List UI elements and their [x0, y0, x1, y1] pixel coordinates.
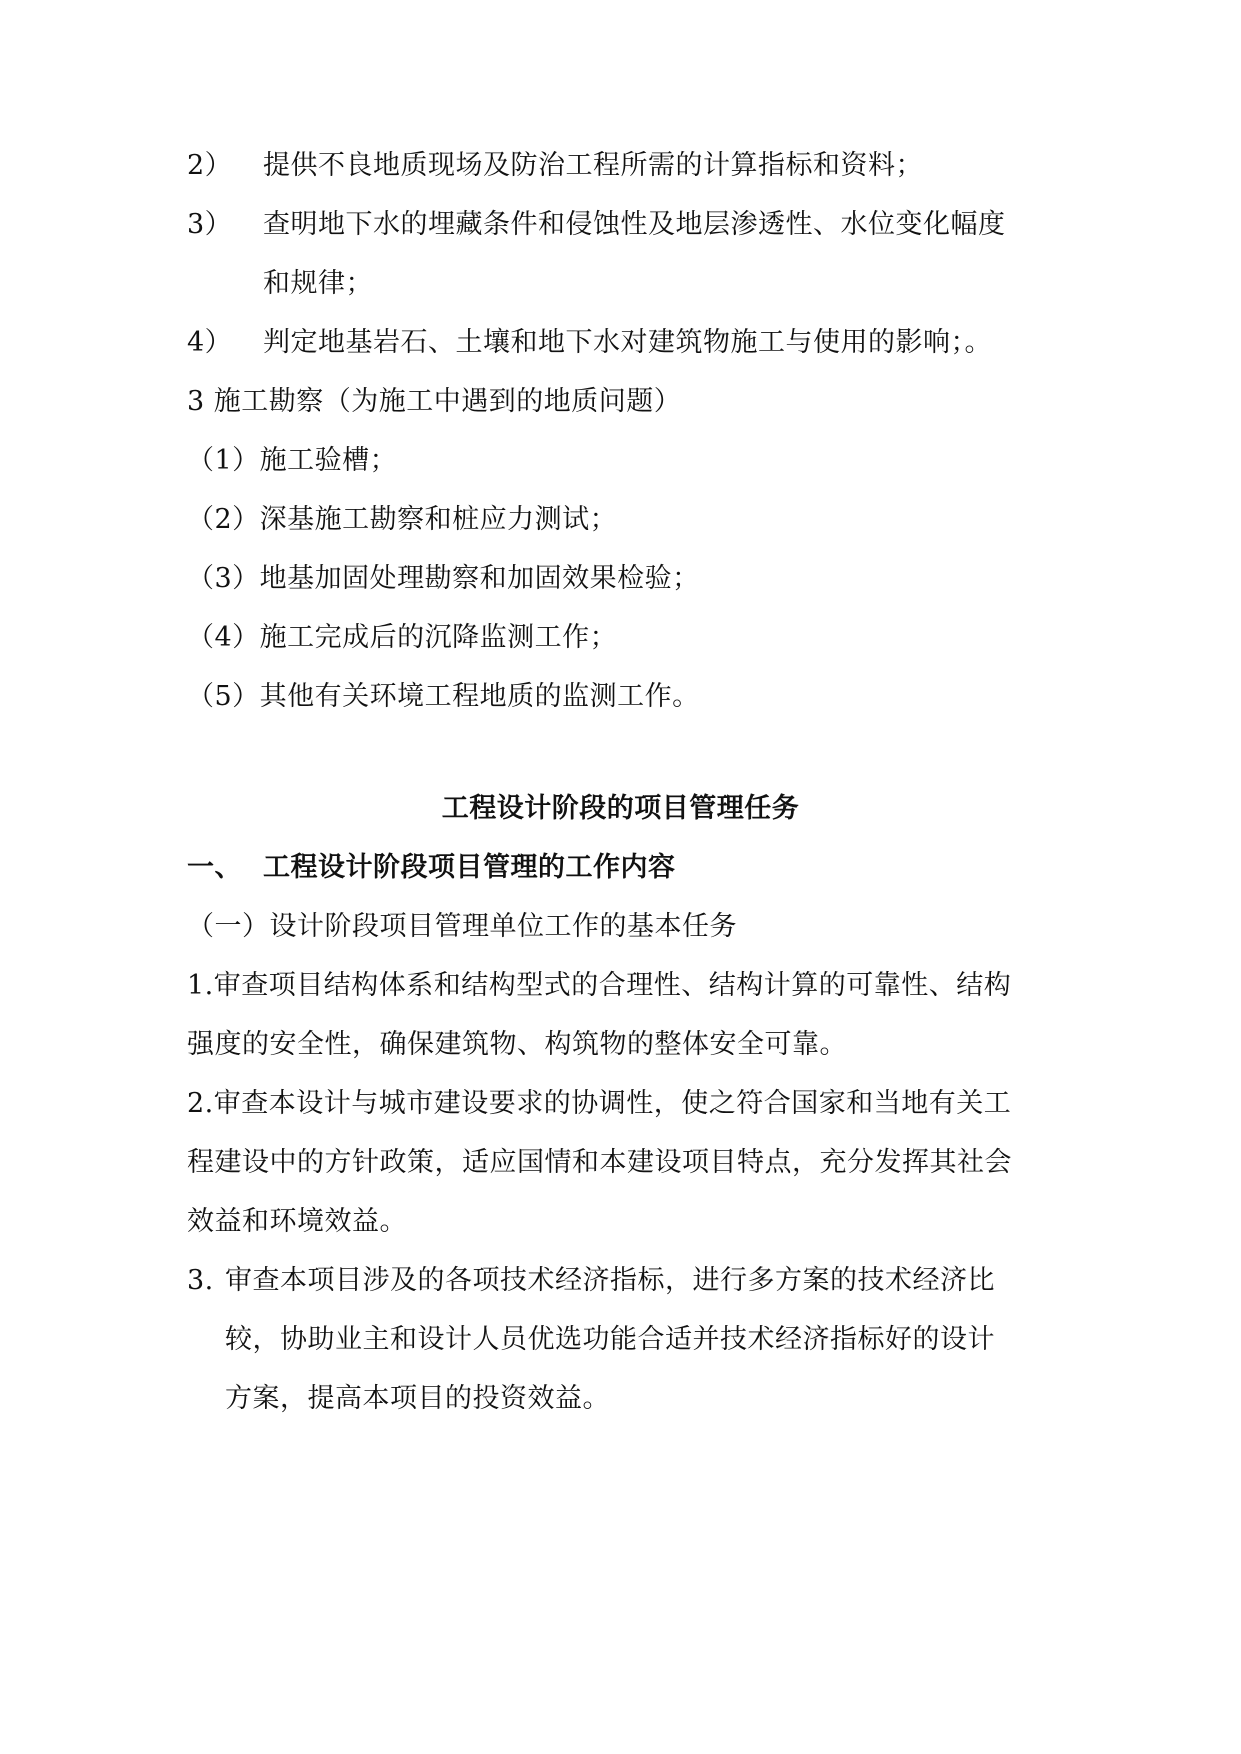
list-item-text: 提供不良地质现场及防治工程所需的计算指标和资料； — [263, 150, 923, 181]
list-item-number: 3） — [187, 209, 233, 240]
list-item: （4）施工完成后的沉降监测工作； — [187, 622, 618, 653]
section-number: 一、 — [187, 852, 242, 883]
list-item: （3）地基加固处理勘察和加固效果检验； — [187, 563, 700, 594]
page-title: 工程设计阶段的项目管理任务 — [441, 793, 800, 824]
list-item-number: 2） — [187, 150, 233, 181]
list-item-continuation: 和规律； — [263, 268, 373, 299]
paragraph-line: 较，协助业主和设计人员优选功能合适并技术经济指标好的设计 — [225, 1324, 995, 1355]
section-heading: 3 施工勘察（为施工中遇到的地质问题） — [187, 386, 682, 417]
list-item: （2）深基施工勘察和桩应力测试； — [187, 504, 618, 535]
list-item-text: 判定地基岩石、土壤和地下水对建筑物施工与使用的影响；。 — [263, 327, 992, 358]
paragraph-line: 强度的安全性，确保建筑物、构筑物的整体安全可靠。 — [187, 1029, 847, 1060]
section-title: 工程设计阶段项目管理的工作内容 — [263, 852, 676, 883]
paragraph-line: 1.审查项目结构体系和结构型式的合理性、结构计算的可靠性、结构 — [187, 970, 1012, 1001]
paragraph-line: 效益和环境效益。 — [187, 1206, 407, 1237]
paragraph-line: 审查本项目涉及的各项技术经济指标，进行多方案的技术经济比 — [225, 1265, 995, 1296]
paragraph-number: 3. — [187, 1265, 214, 1296]
paragraph-line: 方案，提高本项目的投资效益。 — [225, 1383, 610, 1414]
list-item-number: 4） — [187, 327, 233, 358]
list-item: （1）施工验槽； — [187, 445, 398, 476]
paragraph-line: 2.审查本设计与城市建设要求的协调性，使之符合国家和当地有关工 — [187, 1088, 1012, 1119]
list-item: （5）其他有关环境工程地质的监测工作。 — [187, 681, 700, 712]
subsection-title: （一）设计阶段项目管理单位工作的基本任务 — [187, 911, 737, 942]
paragraph-line: 程建设中的方针政策，适应国情和本建设项目特点，充分发挥其社会 — [187, 1147, 1012, 1178]
list-item-text: 查明地下水的埋藏条件和侵蚀性及地层渗透性、水位变化幅度 — [263, 209, 1006, 240]
